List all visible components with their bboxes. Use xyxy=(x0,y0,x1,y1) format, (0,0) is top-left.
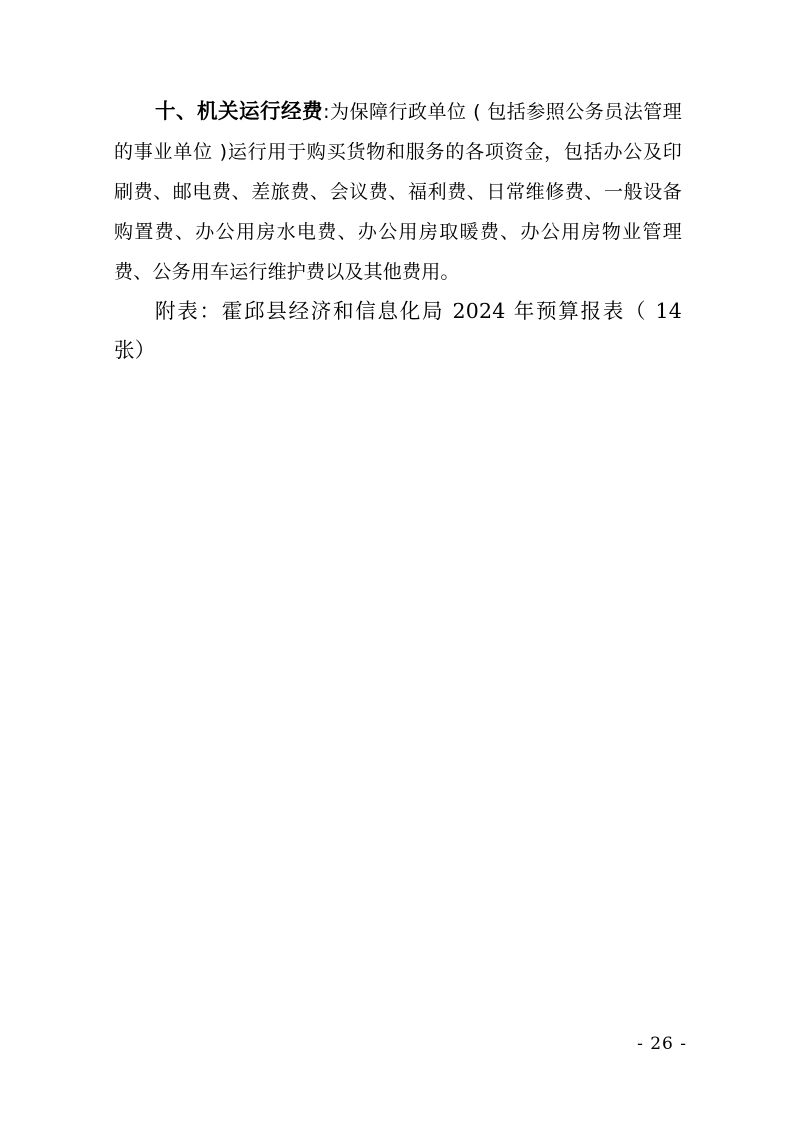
paragraph-text-operating-expenses: :为保障行政单位 ( 包括参照公务员法管理的事业单位 )运行用于购买货物和服务的各项资金，包括办公及印刷费、邮电费、差旅费、会议费、福利费、日常维修费、一般设备购置费、办公用房水电费、办公用房取暖费、办公用房物业管理费、公务用车运行维护费以及其他费用。 xyxy=(114,101,682,283)
page-number: - 26 - xyxy=(637,1034,687,1054)
paragraph-attachment-note xyxy=(114,292,682,370)
paragraph-heading-operating-expenses: 十、机关运行经费 xyxy=(155,99,324,123)
paragraph-operating-expenses xyxy=(114,92,682,292)
paragraph-text-attachment-note: 附表：霍邱县经济和信息化局 2024 年预算报表（ 14 张） xyxy=(114,299,682,362)
document-body xyxy=(114,92,682,370)
